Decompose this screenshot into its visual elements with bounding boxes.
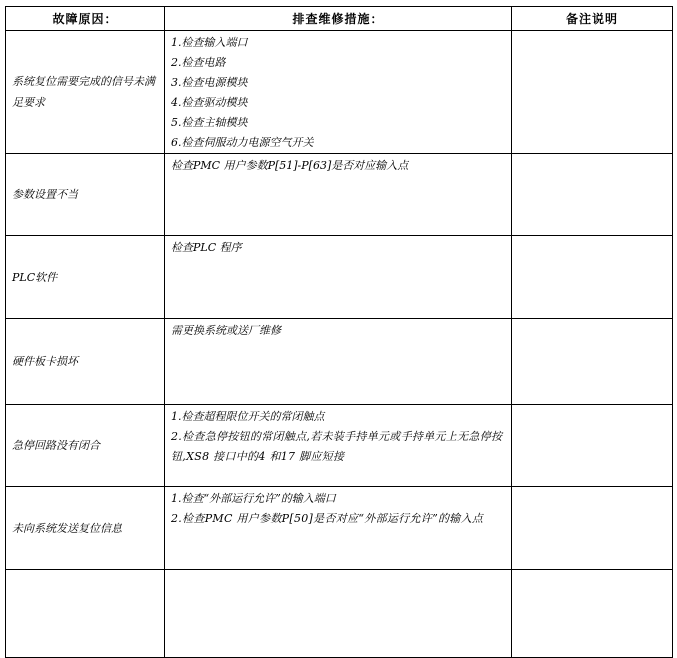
table-row (6, 570, 673, 658)
measures-cell (165, 487, 512, 570)
header-cause: 故障原因： (6, 7, 165, 31)
measure-item: 1.检查超程限位开关的常闭触点 (171, 410, 325, 423)
header-notes: 备注说明 (512, 7, 673, 31)
note-cell (512, 487, 673, 570)
table-row (6, 487, 673, 570)
measures-cell (165, 154, 512, 236)
measure-item: 4.检查驱动模块 (171, 96, 248, 109)
measure-item: 2.检查急停按钮的常闭触点,若未装手持单元或手持单元上无急停按钮,XS8 接口中的4 和17 脚应短接 (171, 430, 503, 463)
measures-cell (165, 319, 512, 405)
measure-item: 需更换系统或送厂维修 (171, 324, 281, 337)
note-cell (512, 154, 673, 236)
measure-item: 1.检查“外部运行允许”的输入端口 (171, 492, 336, 505)
cause-cell: 硬件板卡损坏 (6, 319, 165, 405)
measure-item: 5.检查主轴模块 (171, 116, 248, 129)
measure-item: 2.检查PMC 用户参数P[50]是否对应“外部运行允许”的输入点 (171, 512, 484, 525)
cause-cell (6, 570, 165, 658)
note-cell (512, 319, 673, 405)
measures-cell (165, 236, 512, 319)
cause-cell: 系统复位需要完成的信号未满足要求 (6, 31, 165, 154)
measure-item: 3.检查电源模块 (171, 76, 248, 89)
header-measures: 排查维修措施： (165, 7, 512, 31)
note-cell (512, 31, 673, 154)
measures-cell (165, 31, 512, 154)
note-cell (512, 405, 673, 487)
table-row (6, 236, 673, 319)
cause-cell: 参数设置不当 (6, 154, 165, 236)
table-row (6, 405, 673, 487)
cause-cell: 未向系统发送复位信息 (6, 487, 165, 570)
measure-item: 2.检查电路 (171, 56, 226, 69)
cause-cell: 急停回路没有闭合 (6, 405, 165, 487)
table-header-row (6, 7, 673, 31)
note-cell (512, 236, 673, 319)
measure-item: 检查PMC 用户参数P[51]-P[63]是否对应输入点 (171, 159, 409, 172)
measure-item: 检查PLC 程序 (171, 241, 242, 254)
measures-cell (165, 405, 512, 487)
cause-cell: PLC软件 (6, 236, 165, 319)
table-row (6, 31, 673, 154)
fault-table (5, 6, 673, 658)
measure-item: 1.检查输入端口 (171, 36, 248, 49)
note-cell (512, 570, 673, 658)
measures-cell (165, 570, 512, 658)
measure-item: 6.检查伺服动力电源空气开关 (171, 136, 314, 149)
table-row (6, 319, 673, 405)
table-row (6, 154, 673, 236)
